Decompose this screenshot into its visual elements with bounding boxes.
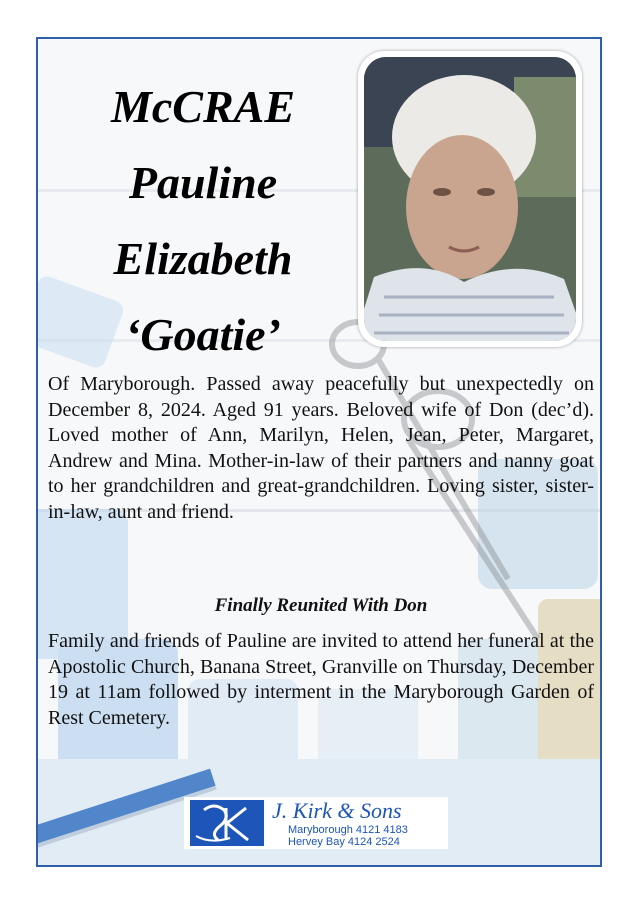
portrait-frame <box>358 51 582 347</box>
death-notice <box>36 37 602 867</box>
phone-hervey-bay: Hervey Bay 4124 2524 <box>288 836 400 848</box>
notice-paragraph-funeral: Family and friends of Pauline are invited to attend her funeral at the Apostolic Church, Banana Street, Granville on Thursday, December 19 at 11am followed by interment in the Maryborough Garden of Rest Cemetery. <box>48 630 594 729</box>
nickname: ‘Goatie’ <box>125 309 281 360</box>
portrait-photo <box>364 57 576 341</box>
funeral-director-logo <box>184 797 448 849</box>
surname: McCRAE <box>110 81 296 132</box>
jk-monogram-icon <box>190 800 264 846</box>
deceased-name <box>58 69 348 373</box>
middle-name: Elizabeth <box>113 233 293 284</box>
tribute-heading: Finally Reunited With Don <box>214 595 428 616</box>
funeral-director-name: J. Kirk & Sons <box>272 798 402 823</box>
phone-maryborough: Maryborough 4121 4183 <box>288 824 408 836</box>
first-name: Pauline <box>128 157 278 208</box>
notice-paragraph-details: Of Maryborough. Passed away peacefully but unexpectedly on December 8, 2024. Aged 91 years. Beloved wife of Don (dec’d). Loved mother of Ann, Marilyn, Helen, Jean, Peter, Margaret, Andrew and Mina. Mother-in-law of their partners and nanny goat to her grandchildren and great-grandchildren. Loving sister, sister-in-law, aunt and friend. <box>48 373 594 523</box>
